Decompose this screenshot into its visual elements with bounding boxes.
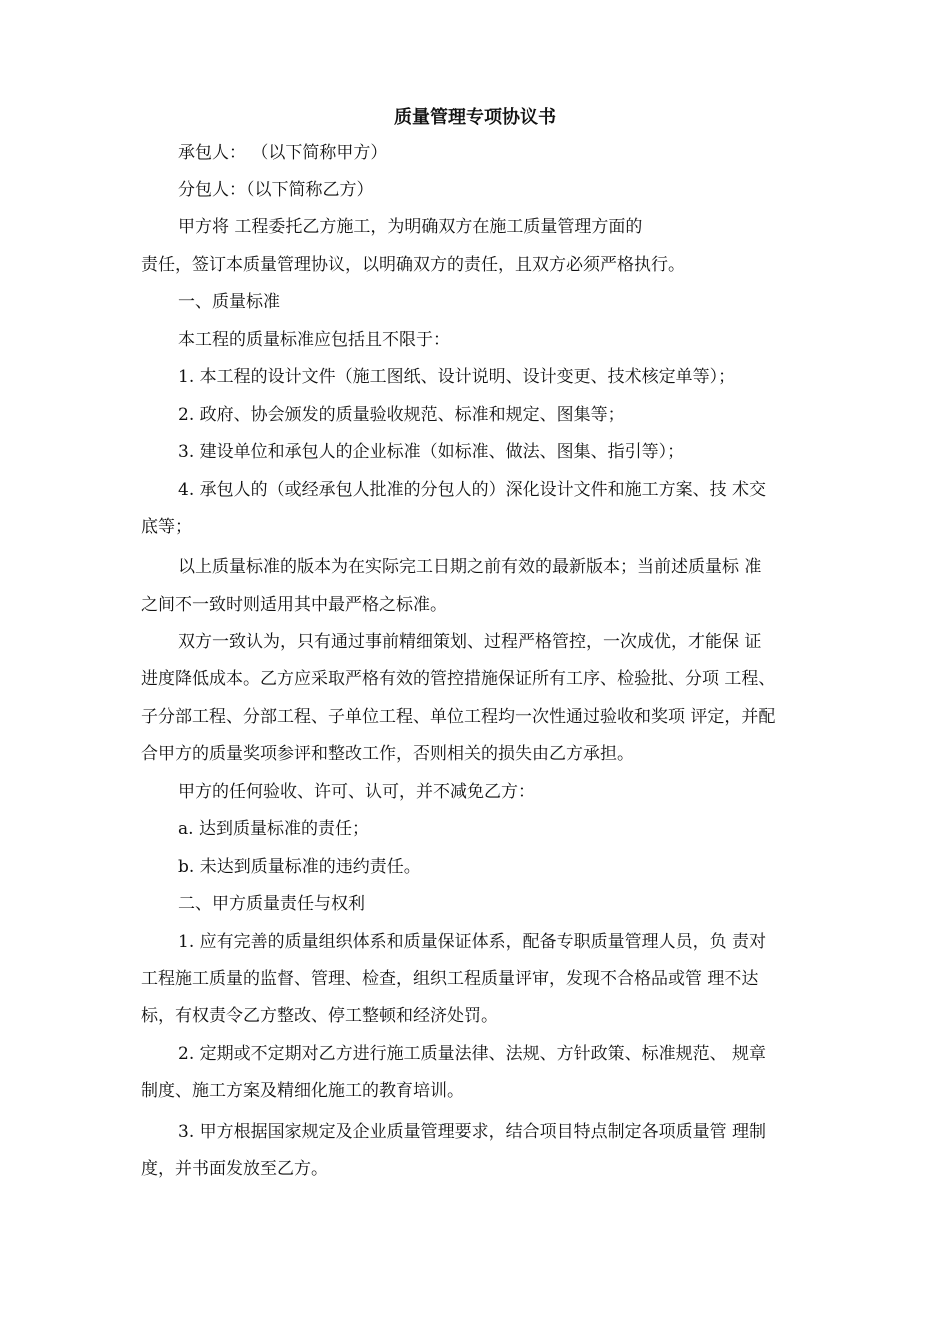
section-heading: 二、甲方质量责任与权利 bbox=[178, 894, 365, 914]
document-title: 质量管理专项协议书 bbox=[394, 107, 556, 128]
list-item: 2. 政府、协会颁发的质量验收规范、标准和规定、图集等； bbox=[178, 405, 625, 425]
paragraph-line: 责任，签订本质量管理协议，以明确双方的责任，且双方必须严格执行。 bbox=[141, 255, 685, 275]
paragraph-line: 合甲方的质量奖项参评和整改工作，否则相关的损失由乙方承担。 bbox=[141, 744, 634, 764]
list-item: a. 达到质量标准的责任； bbox=[178, 819, 369, 839]
list-item-continuation: 底等； bbox=[141, 517, 192, 537]
section-heading: 一、质量标准 bbox=[178, 292, 280, 312]
paragraph-line: 本工程的质量标准应包括且不限于： bbox=[178, 330, 450, 350]
list-item: 2. 定期或不定期对乙方进行施工质量法律、法规、方针政策、标准规范、 规章 bbox=[178, 1044, 767, 1064]
subcontractor-line: 分包人：（以下简称乙方） bbox=[178, 180, 374, 200]
contractor-line: 承包人： （以下简称甲方） bbox=[178, 143, 388, 163]
list-item: b. 未达到质量标准的违约责任。 bbox=[178, 857, 421, 877]
list-item: 1. 本工程的设计文件（施工图纸、设计说明、设计变更、技术核定单等）； bbox=[178, 367, 736, 387]
list-item-continuation: 度，并书面发放至乙方。 bbox=[141, 1159, 328, 1179]
paragraph-line: 双方一致认为，只有通过事前精细策划、过程严格管控，一次成优，才能保 证 bbox=[178, 632, 762, 652]
list-item: 4. 承包人的（或经承包人批准的分包人的）深化设计文件和施工方案、技 术交 bbox=[178, 480, 767, 500]
paragraph-line: 之间不一致时则适用其中最严格之标准。 bbox=[141, 595, 447, 615]
paragraph-line: 以上质量标准的版本为在实际完工日期之前有效的最新版本；当前述质量标 准 bbox=[178, 557, 762, 577]
paragraph-line: 甲方的任何验收、许可、认可，并不减免乙方： bbox=[178, 782, 535, 802]
list-item: 3. 建设单位和承包人的企业标准（如标准、做法、图集、指引等）； bbox=[178, 442, 685, 462]
list-item: 3. 甲方根据国家规定及企业质量管理要求，结合项目特点制定各项质量管 理制 bbox=[178, 1122, 767, 1142]
paragraph-line: 进度降低成本。乙方应采取严格有效的管控措施保证所有工序、检验批、分项 工程、 bbox=[141, 669, 776, 689]
list-item-continuation: 工程施工质量的监督、管理、检查，组织工程质量评审，发现不合格品或管 理不达 bbox=[141, 969, 759, 989]
list-item-continuation: 标，有权责令乙方整改、停工整顿和经济处罚。 bbox=[141, 1006, 498, 1026]
list-item-continuation: 制度、施工方案及精细化施工的教育培训。 bbox=[141, 1081, 464, 1101]
list-item: 1. 应有完善的质量组织体系和质量保证体系，配备专职质量管理人员，负 责对 bbox=[178, 932, 767, 952]
paragraph-line: 子分部工程、分部工程、子单位工程、单位工程均一次性通过验收和奖项 评定，并配 bbox=[141, 707, 776, 727]
paragraph-line: 甲方将 工程委托乙方施工，为明确双方在施工质量管理方面的 bbox=[178, 217, 643, 237]
